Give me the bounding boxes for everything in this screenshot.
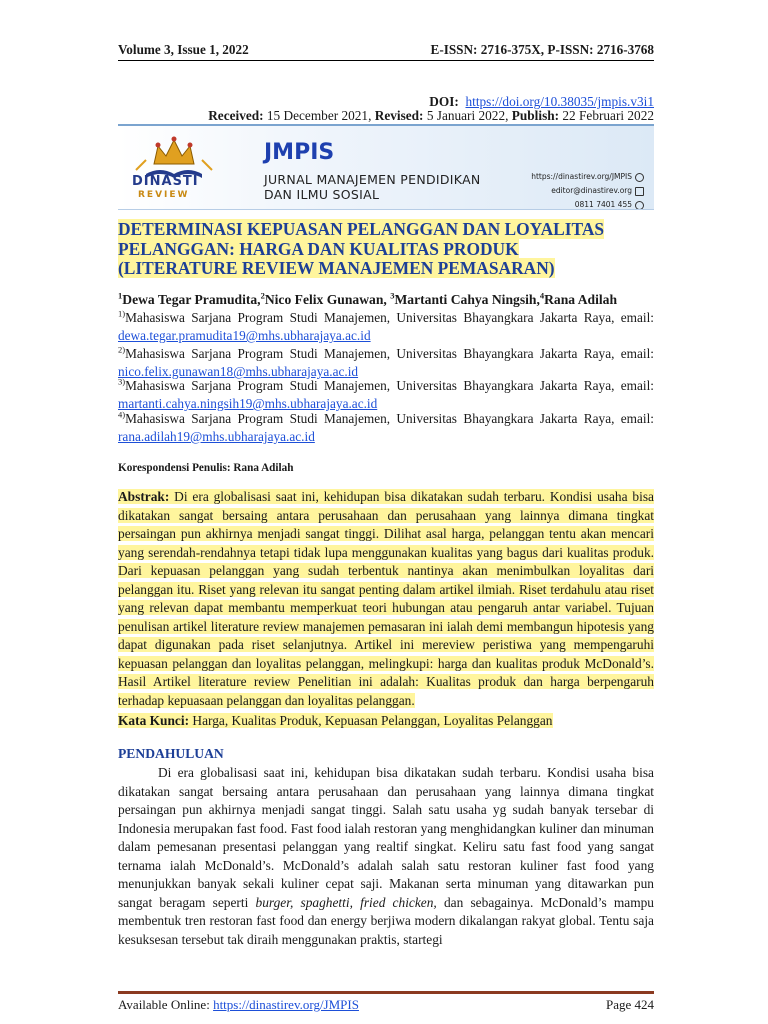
email-link[interactable]: dewa.tegar.pramudita19@mhs.ubharajaya.ac.id bbox=[118, 328, 371, 343]
correspondence: Korespondensi Penulis: Rana Adilah bbox=[118, 462, 294, 474]
journal-url-link[interactable]: https://dinastirev.org/JMPIS bbox=[213, 997, 359, 1012]
contact-email: editor@dinastirev.org bbox=[531, 184, 644, 198]
food-examples: burger, spaghetti, fried chicken, bbox=[255, 894, 437, 910]
abstract bbox=[118, 488, 654, 710]
revised-date: 5 Januari 2022 bbox=[426, 108, 506, 123]
author-list: $^1$Dewa Tegar Pramudita,$^2$Nico Felix Gunawan, $^3$Martanti Cahya Ningsih,$^4$Rana Adilah bbox=[118, 290, 618, 307]
received-date: 15 December 2021 bbox=[266, 108, 369, 123]
email-link[interactable]: martanti.cahya.ningsih19@mhs.ubharajaya.ac.id bbox=[118, 396, 378, 411]
running-header bbox=[118, 42, 654, 58]
author-2: Nico Felix Gunawan, bbox=[264, 292, 391, 307]
globe-icon bbox=[635, 173, 644, 182]
affiliation-4: $^{4)}$Mahasiswa Sarjana Program Studi Manajemen, Universitas Bhayangkara Jakarta Raya, email: rana.adilah19@mhs.ubharajaya.ac.id bbox=[118, 409, 654, 444]
intro-paragraph: Di era globalisasi saat ini, kehidupan bisa dikatakan sudah terbaru. Kondisi usaha bisa dikatakan sangat bersaing antara perusahaan dan perusahaan yang lainnya dimana tingkat persaingan pun akhirnya menjadi sangat tinggi. Salah satu usaha yg sudah banyak tersebar di Indonesia merupakan fast food. Fast food ialah restoran yang menghidangkan kuliner dan minuman dalam pemesanan presentasi pelanggan yang realtif singkat. Keliru satu fast food yang sangat ternama ialah McDonald’s. McDonald’s adalah salah satu restoran kuliner fast food yang menunjukkan banyak sekali kuliner cepat saji. Makanan serta minuman yang ditawarkan pun sangat beragam seperti burger, spaghetti, fried chicken, dan sebagainya. McDonald’s mampu membentuk tren restoran fast food dan energy berjiwa modern dikalangan rakyat global. Tentu saja kesuksesan tersebut tak diraih menggunakan praktis, startegi bbox=[118, 765, 654, 947]
keywords-text: Harga, Kualitas Produk, Kepuasan Pelanggan, Loyalitas Pelanggan bbox=[189, 713, 553, 728]
issn: E-ISSN: 2716-375X, P-ISSN: 2716-3768 bbox=[430, 42, 654, 57]
mail-icon bbox=[635, 187, 644, 196]
journal-full-name bbox=[264, 172, 481, 202]
abstract-text: Di era globalisasi saat ini, kehidupan bisa dikatakan sudah terbaru. Kondisi usaha bisa dikatakan sangat bersaing antara perusahaan dan perusahaan yang lainnya dimana tingkat persaingan pun akhirnya menjadi sangat tinggi. Dilihat asal harga, pelanggan tentu akan mencari yang serendah-rendahnya tetapi tidak lupa menggunakan kualitas yang bagus dari kualitas produk. Dari kepuasan pelanggan yang sudah terbentuk nantinya akan menimbulkan loyalitas dari pelanggan itu. Riset yang relevan itu sangat penting dalam artikel ilmiah. Riset terdahulu atau riset yang relevan dapat membantu memperkuat teori hubungan atau pengaruh antar variabel. Tujuan penulisan artikel literature review manajemen pemasaran ini ialah demi membangun hipotesis yang dapat digunakan pada riset selanjutnya. Artikel ini mereview peristiwa yang mempengaruhi kepuasan pelanggan dan loyalitas pelanggan, melingkupi: harga dan kualitas produk McDonald’s. Hasil Artikel literature review Penelitian ini adalah: Kualitas produk dan harga berpengaruh terhadap kepuasaan pelanggan dan loyalitas pelanggan. bbox=[118, 489, 654, 708]
journal-contact bbox=[531, 170, 644, 210]
publish-label: Publish: bbox=[511, 108, 560, 123]
author-4: Rana Adilah bbox=[544, 292, 618, 307]
journal-short-name: JMPIS bbox=[264, 140, 335, 165]
journal-banner bbox=[118, 124, 654, 210]
dates-line: Received: 15 December 2021, Revised: 5 Januari 2022, Publish: 22 Februari 2022 bbox=[208, 108, 654, 123]
email-link[interactable]: rana.adilah19@mhs.ubharajaya.ac.id bbox=[118, 429, 315, 444]
affiliation-2: $^{2)}$Mahasiswa Sarjana Program Studi Manajemen, Universitas Bhayangkara Jakarta Raya, email: nico.felix.gunawan18@mhs.ubharajaya.ac.id bbox=[118, 344, 654, 379]
logo-text: DINASTI bbox=[132, 174, 199, 189]
footer-divider bbox=[118, 991, 654, 994]
publish-date: 22 Februari 2022 bbox=[562, 108, 654, 123]
contact-web: https://dinastirev.org/JMPIS bbox=[531, 170, 644, 184]
doi-link[interactable]: https://doi.org/10.38035/jmpis.v3i1 bbox=[465, 94, 654, 109]
title-text: DETERMINASI KEPUASAN PELANGGAN DAN LOYALITAS PELANGGAN: HARGA DAN KUALITAS PRODUK (LITERATURE REVIEW MANAJEMEN PEMASARAN) bbox=[118, 219, 605, 278]
article-title bbox=[118, 220, 638, 279]
revised-label: Revised: bbox=[374, 108, 424, 123]
contact-phone: 0811 7401 455 bbox=[531, 198, 644, 210]
affiliation-3: $^{3)}$Mahasiswa Sarjana Program Studi Manajemen, Universitas Bhayangkara Jakarta Raya, email: martanti.cahya.ningsih19@mhs.ubharajaya.ac.id bbox=[118, 376, 654, 411]
logo-subtext: REVIEW bbox=[138, 190, 190, 200]
availability: Available Online: https://dinastirev.org/JMPIS bbox=[118, 997, 359, 1012]
author-1: Dewa Tegar Pramudita, bbox=[122, 292, 261, 307]
keywords-label: Kata Kunci: bbox=[118, 713, 190, 728]
journal-name-line-2: DAN ILMU SOSIAL bbox=[264, 187, 380, 202]
received-label: Received: bbox=[208, 108, 264, 123]
doi-label: DOI: bbox=[429, 94, 459, 109]
page-footer bbox=[118, 997, 654, 1013]
whatsapp-icon bbox=[635, 201, 644, 210]
page-number: Page 424 bbox=[605, 997, 654, 1012]
affiliation-1: $^{1)}$Mahasiswa Sarjana Program Studi Manajemen, Universitas Bhayangkara Jakarta Raya, email: dewa.tegar.pramudita19@mhs.ubharajaya.ac.id bbox=[118, 308, 654, 343]
author-3: Martanti Cahya Ningsih, bbox=[394, 292, 540, 307]
abstract-label: Abstrak: bbox=[118, 489, 170, 504]
journal-name-line-1: JURNAL MANAJEMEN PENDIDIKAN bbox=[264, 172, 481, 187]
email-link[interactable]: nico.felix.gunawan18@mhs.ubharajaya.ac.id bbox=[118, 364, 359, 379]
volume-issue: Volume 3, Issue 1, 2022 bbox=[118, 42, 249, 57]
header-divider bbox=[118, 60, 654, 61]
section-heading: PENDAHULUAN bbox=[118, 746, 224, 761]
keywords bbox=[118, 712, 654, 730]
